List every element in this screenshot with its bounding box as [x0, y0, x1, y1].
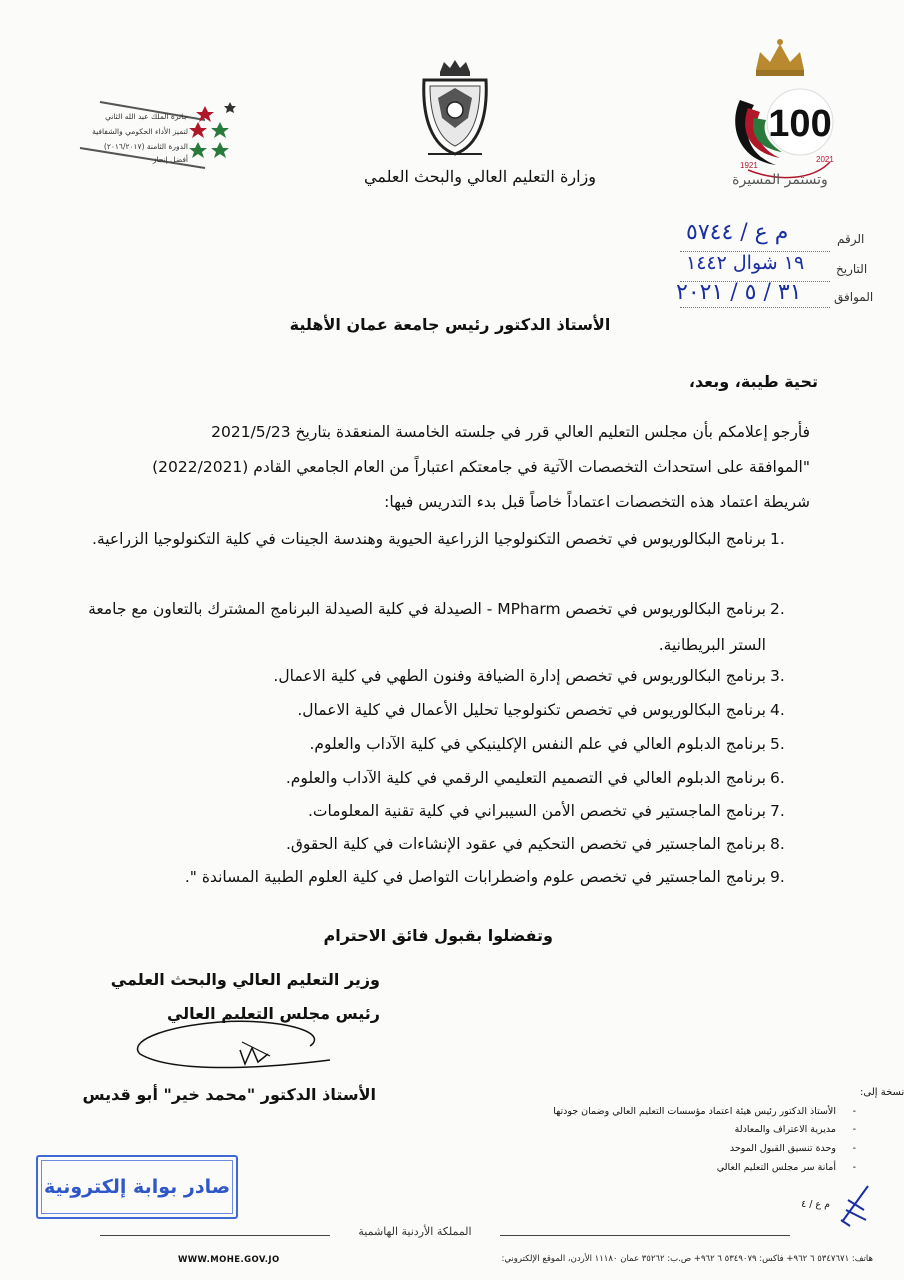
footer-website-link[interactable]: WWW.MOHE.GOV.JO — [178, 1255, 280, 1265]
copy-recipient: - الأستاذ الدكتور رئيس هيئة اعتماد مؤسسات التعليم العالي وضمان جودتها — [553, 1106, 856, 1117]
list-item-number: 9. — [770, 868, 785, 886]
list-item-text: برنامج البكالوريوس في تخصص التكنولوجيا الزراعية الحيوية وهندسة الجينات في كلية التكنولوجيا الزراعية. — [92, 530, 766, 548]
list-item — [50, 591, 810, 663]
copy-recipient: - أمانة سر مجلس التعليم العالي — [716, 1162, 856, 1173]
copy-recipient-text: أمانة سر مجلس التعليم العالي — [716, 1162, 836, 1173]
list-item-text: برنامج الدبلوم العالي في التصميم التعليمي الرقمي في كلية الآداب والعلوم. — [285, 769, 766, 787]
list-item — [50, 692, 810, 728]
list-item-number: 3. — [770, 667, 785, 685]
copy-recipient: - وحدة تنسيق القبول الموحد — [729, 1143, 856, 1154]
list-item — [50, 793, 810, 829]
copy-recipient: - مديرية الاعتراف والمعادلة — [734, 1124, 856, 1135]
list-item-number: 2. — [770, 600, 785, 618]
list-item-text: برنامج الماجستير في تخصص الأمن السيبراني في كلية تقنية المعلومات. — [307, 802, 766, 820]
ministry-name: وزارة التعليم العالي والبحث العلمي — [364, 167, 596, 186]
award-line: لتميز الأداء الحكومي والشفافية — [92, 127, 188, 136]
ref-number-label: الرقم — [837, 232, 865, 246]
addressee: الأستاذ الدكتور رئيس جامعة عمان الأهلية — [289, 315, 611, 334]
award-line: الدورة الثامنة (٢٠١٦/٢٠١٧) — [103, 142, 188, 151]
centenary-end-year: 2021 — [816, 155, 834, 164]
centenary-number: 100 — [768, 103, 832, 145]
list-item-text: برنامج الماجستير في تخصص علوم واضطرابات التواصل في كلية العلوم الطبية المساندة ". — [184, 868, 766, 886]
footer-contact: هاتف: ٥٣٤٧٦٧١ ٦ ٩٦٢+ فاكس: ٥٣٤٩٠٧٩ ٦ ٩٦٢+ ص.ب: ٣٥٢٦٢ عمان ١١١٨٠ الأردن، الموقع الإلكتروني: — [501, 1254, 873, 1264]
centenary-start-year: 1921 — [740, 161, 758, 170]
body-paragraph-line: "الموافقة على استحداث التخصصات الآتية في جامعتكم اعتباراً من العام الجامعي القادم (2022/2021) — [152, 458, 810, 476]
body-paragraph-line: شريطة اعتماد هذه التخصصات اعتماداً خاصاً قبل بدء التدريس فيها: — [384, 493, 810, 511]
greeting: تحية طيبة، وبعد، — [688, 372, 818, 391]
list-item-number: 4. — [770, 701, 785, 719]
list-item-number: 7. — [770, 802, 785, 820]
ref-corresponding-value: ٣١ / ٥ / ٢٠٢١ — [676, 280, 802, 305]
crown-icon — [756, 39, 804, 76]
copy-recipient-text: مديرية الاعتراف والمعادلة — [734, 1124, 836, 1135]
ref-number-value: م ع / ٥٧٤٤ — [686, 220, 789, 245]
handwritten-mark-icon — [838, 1180, 874, 1228]
signatory-title: وزير التعليم العالي والبحث العلمي — [110, 970, 380, 989]
ref-corresponding-label: الموافق — [834, 290, 874, 304]
ministry-emblem-icon — [418, 58, 493, 163]
ref-corresponding-dots — [680, 306, 830, 308]
list-item-number: 1. — [770, 530, 785, 548]
signatory-subtitle: رئيس مجلس التعليم العالي — [166, 1004, 380, 1023]
ref-date-value: ١٩ شوال ١٤٤٢ — [686, 252, 805, 274]
ref-date-label: التاريخ — [836, 262, 868, 276]
closing: وتفضلوا بقبول فائق الاحترام — [323, 926, 553, 945]
signature-scribble-icon — [130, 1012, 380, 1087]
list-item — [50, 726, 810, 762]
award-badge — [80, 100, 240, 170]
list-item — [50, 521, 810, 593]
list-item-text: برنامج البكالوريوس في تخصص تكنولوجيا تحليل الأعمال في كلية الاعمال. — [297, 701, 766, 719]
list-item — [50, 658, 810, 694]
copy-recipient-text: وحدة تنسيق القبول الموحد — [729, 1143, 836, 1154]
list-item — [50, 760, 810, 796]
list-item-text: برنامج البكالوريوس في تخصص إدارة الضيافة وفنون الطهي في كلية الاعمال. — [273, 667, 766, 685]
centenary-caption: وتستمر المسيرة — [732, 172, 828, 188]
list-item — [50, 859, 810, 895]
body-paragraph-line: فأرجو إعلامكم بأن مجلس التعليم العالي قرر في جلسته الخامسة المنعقدة بتاريخ 2021/5/23 — [211, 423, 810, 441]
electronic-issue-stamp: صادر بوابة إلكترونية — [36, 1155, 238, 1219]
copy-code: م ع / ٤ — [801, 1199, 830, 1210]
list-item-text: برنامج البكالوريوس في تخصص MPharm - الصيدلة في كلية الصيدلة البرنامج المشترك بالتعاون مع جامعة الستر البريطانية. — [88, 600, 766, 654]
list-item — [50, 826, 810, 862]
list-item-number: 5. — [770, 735, 785, 753]
centenary-logo — [718, 30, 843, 195]
award-line: جائزة الملك عبد الله الثاني — [105, 112, 188, 121]
list-item-text: برنامج الماجستير في تخصص التحكيم في عقود الإنشاءات في كلية الحقوق. — [285, 835, 766, 853]
list-item-number: 8. — [770, 835, 785, 853]
list-item-number: 6. — [770, 769, 785, 787]
footer-kingdom: المملكة الأردنية الهاشمية — [330, 1225, 500, 1238]
copies-heading: نسخة إلى: — [860, 1087, 904, 1098]
award-line: أفضل إنجاز — [152, 155, 188, 164]
signatory-name: الأستاذ الدكتور "محمد خير" أبو قديس — [82, 1085, 376, 1104]
list-item-text: برنامج الدبلوم العالي في علم النفس الإكلينيكي في كلية الآداب والعلوم. — [309, 735, 766, 753]
copy-recipient-text: الأستاذ الدكتور رئيس هيئة اعتماد مؤسسات التعليم العالي وضمان جودتها — [553, 1106, 836, 1117]
